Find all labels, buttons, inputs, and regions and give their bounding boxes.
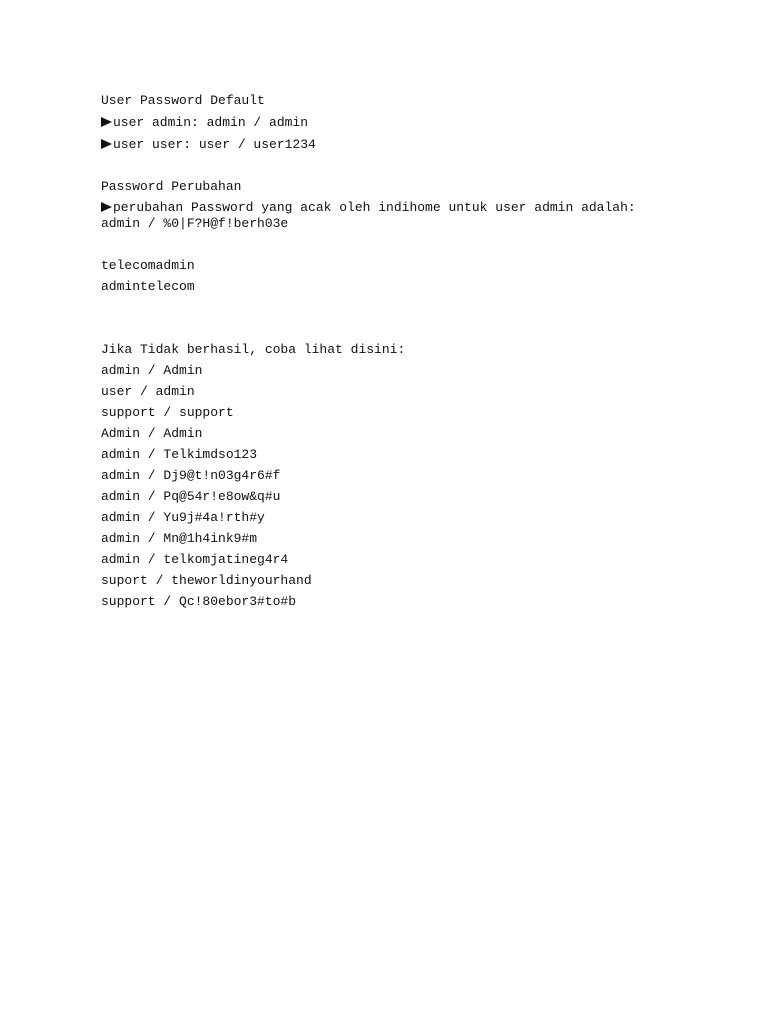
arrow-icon xyxy=(101,202,112,212)
fallback-item: admin / Pq@54r!e8ow&q#u xyxy=(101,489,281,504)
fallback-item: support / support xyxy=(101,405,234,420)
fallback-item: admin / Yu9j#4a!rth#y xyxy=(101,510,265,525)
change-bullet xyxy=(101,200,721,216)
fallback-item: Admin / Admin xyxy=(101,426,203,441)
fallback-item: admin / telkomjatineg4r4 xyxy=(101,552,289,567)
fallback-item: admin / Dj9@t!n03g4r6#f xyxy=(101,468,281,483)
fallback-item: suport / theworldinyourhand xyxy=(101,573,312,588)
document-page xyxy=(101,93,721,610)
default-item xyxy=(101,115,721,131)
change-continuation: admin / %0|F?H@f!berh03e xyxy=(101,216,289,231)
change-heading: Password Perubahan xyxy=(101,179,242,194)
fallback-item: admin / Telkimdso123 xyxy=(101,447,258,462)
fallback-heading: Jika Tidak berhasil, coba lihat disini: xyxy=(101,342,406,357)
change-bullet-text: perubahan Password yang acak oleh indihome untuk user admin adalah: xyxy=(113,200,636,215)
fallback-item: support / Qc!80ebor3#to#b xyxy=(101,594,297,609)
default-item xyxy=(101,137,721,153)
default-heading: User Password Default xyxy=(101,93,265,108)
alternate-item: admintelecom xyxy=(101,279,195,294)
fallback-item: admin / Mn@1h4ink9#m xyxy=(101,531,258,546)
arrow-icon xyxy=(101,117,112,127)
default-item-text: user user: user / user1234 xyxy=(113,137,316,152)
fallback-item: user / admin xyxy=(101,384,195,399)
alternate-item: telecomadmin xyxy=(101,258,195,273)
fallback-item: admin / Admin xyxy=(101,363,203,378)
default-item-text: user admin: admin / admin xyxy=(113,115,309,130)
arrow-icon xyxy=(101,139,112,149)
